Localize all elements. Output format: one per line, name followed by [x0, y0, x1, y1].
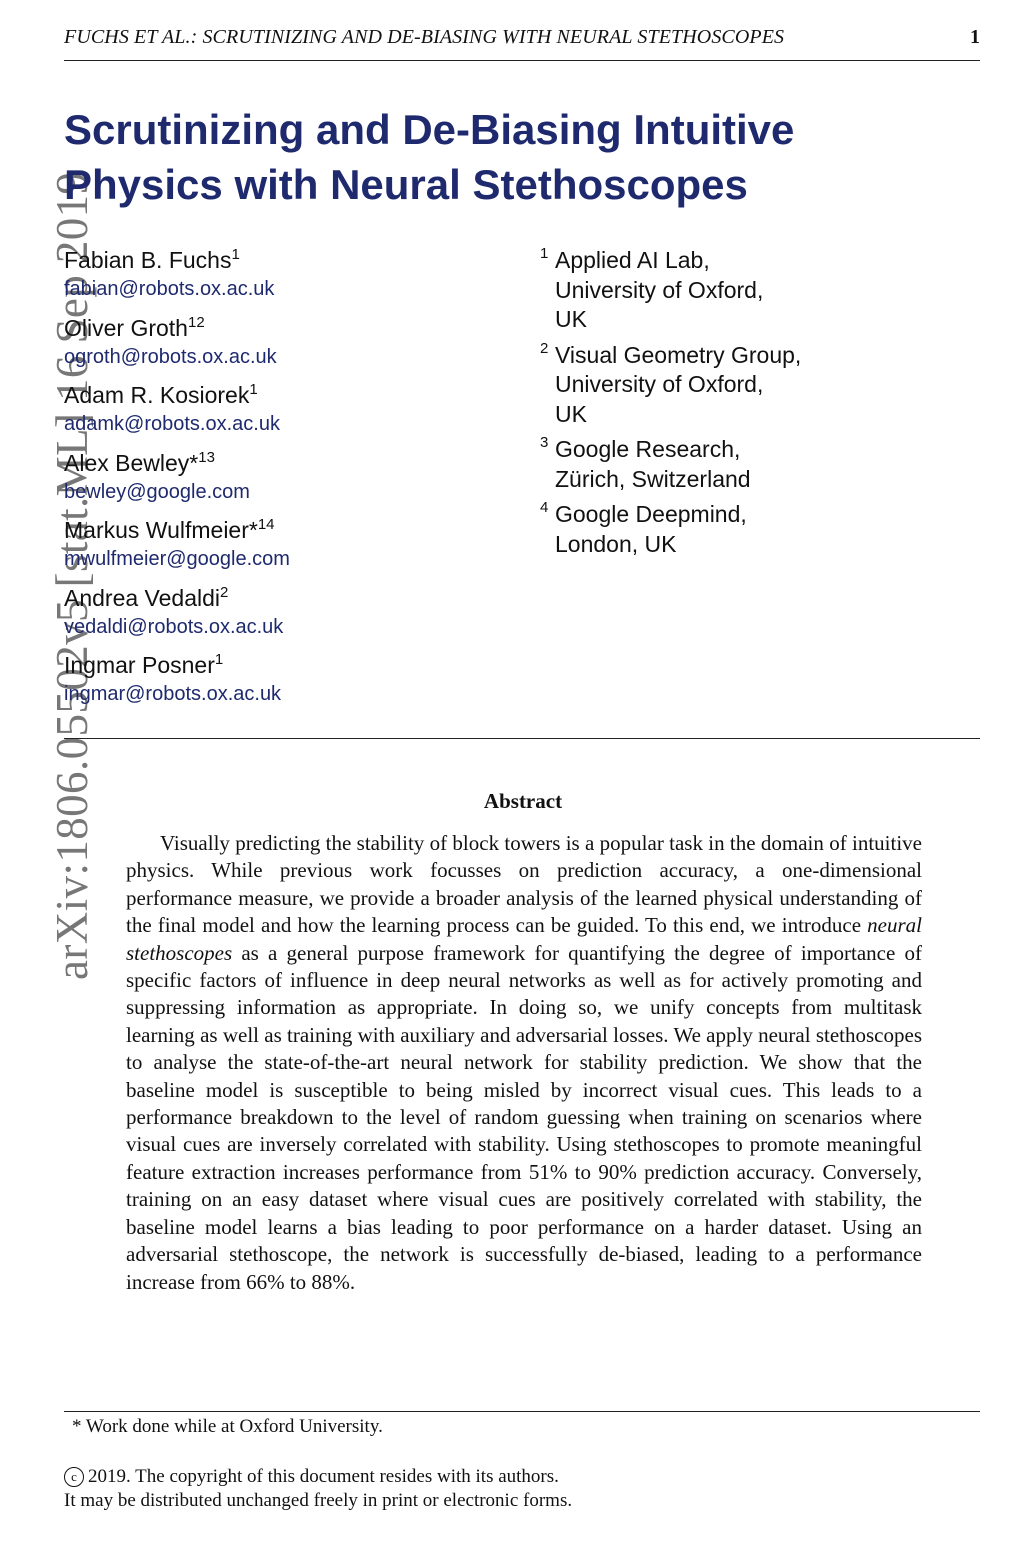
page-number: 1: [970, 26, 980, 48]
author-email-link[interactable]: fabian@robots.ox.ac.uk: [64, 278, 275, 300]
author-email-link[interactable]: ingmar@robots.ox.ac.uk: [64, 683, 282, 705]
footnote: * Work done while at Oxford University.: [72, 1416, 383, 1437]
author-fuchs: [64, 244, 504, 312]
affiliation-3: 3 Google Research, Zürich, Switzerland: [540, 434, 751, 492]
abstract-heading: Abstract: [483, 789, 563, 813]
affiliation-list: [540, 246, 970, 565]
affiliation-4: 4 Google Deepmind, London, UK: [540, 499, 747, 557]
author-email-link[interactable]: ogroth@robots.ox.ac.uk: [64, 345, 277, 368]
copyright-notice: c 2019. The copyright of this document resides with its authors. It may be distributed unchanged freely in print or electronic forms.: [64, 1466, 573, 1511]
affiliation-1: 1 Applied AI Lab, University of Oxford, UK: [540, 245, 764, 332]
paper-title: [64, 102, 924, 212]
author-name: Adam R. Kosiorek$^1$: [64, 381, 258, 408]
author-email-link[interactable]: mwulfmeier@google.com: [64, 548, 290, 570]
arxiv-stamp: arXiv:1806.05502v5 [stat.ML] 16 Sep 2019: [47, 171, 97, 980]
author-groth: [64, 312, 504, 380]
section-divider: [64, 738, 980, 739]
author-kosiorek: [64, 379, 504, 447]
title-line: Scrutinizing and De-Biasing Intuitive: [64, 106, 795, 153]
author-posner: [64, 649, 504, 717]
running-title: FUCHS ET AL.: SCRUTINIZING AND DE-BIASING WITH NEURAL STETHOSCOPES: [64, 26, 785, 48]
abstract-text: Visually predicting the stability of block towers is a popular task in the domain of intuitive physics. While previous work focusses on prediction accuracy, a one-dimensional performance measure, we provide a broader analysis of the learned physical understanding of the final model and how the learning process can be guided. To this end, we introduce neural stethoscopes as a general purpose framework for quantifying the degree of importance of specific factors of influence in deep neural networks as well as for actively promoting and suppressing information as appropriate. In doing so, we unify concepts from multitask learning as well as training with auxiliary and adversarial losses. We apply neural stethoscopes to analyse the state-of-the-art neural network for stability prediction. We show that the baseline model is susceptible to being misled by incorrect visual cues. This leads to a performance breakdown to the level of random guessing when training on scenarios where visual cues are inversely correlated with stability. Using stethoscopes to promote meaningful feature extraction increases performance from 51% to 90% prediction accuracy. Conversely, training on an easy dataset where visual cues are positively correlated with stability, the baseline model learns a bias leading to poor performance on a harder dataset. Using an adversarial stethoscope, the network is successfully de-biased, leading to a performance increase from 66% to 88%.: [126, 831, 922, 1294]
author-bewley: [64, 447, 504, 515]
author-email-link[interactable]: adamk@robots.ox.ac.uk: [64, 413, 280, 435]
author-wulfmeier: [64, 514, 504, 582]
author-email-link[interactable]: bewley@google.com: [64, 480, 250, 503]
author-name: Oliver Groth$^{12}$: [64, 313, 205, 341]
author-name: Andrea Vedaldi$^2$: [64, 583, 229, 611]
author-vedaldi: [64, 582, 504, 650]
author-name: Alex Bewley*$^{13}$: [64, 448, 215, 476]
title-line: Physics with Neural Stethoscopes: [64, 161, 748, 208]
author-name: Ingmar Posner$^1$: [64, 651, 224, 678]
author-list: [64, 244, 504, 717]
author-email-link[interactable]: vedaldi@robots.ox.ac.uk: [64, 615, 284, 638]
copyright-icon: c: [64, 1467, 84, 1487]
footnote-divider: [64, 1411, 980, 1412]
affiliation-2: 2 Visual Geometry Group, University of Oxford, UK: [540, 339, 802, 427]
author-name: Markus Wulfmeier*$^{14}$: [64, 516, 275, 543]
author-name: Fabian B. Fuchs$^1$: [64, 246, 240, 273]
running-header: [64, 26, 980, 61]
abstract-emphasis: neural stethoscopes: [126, 913, 922, 965]
